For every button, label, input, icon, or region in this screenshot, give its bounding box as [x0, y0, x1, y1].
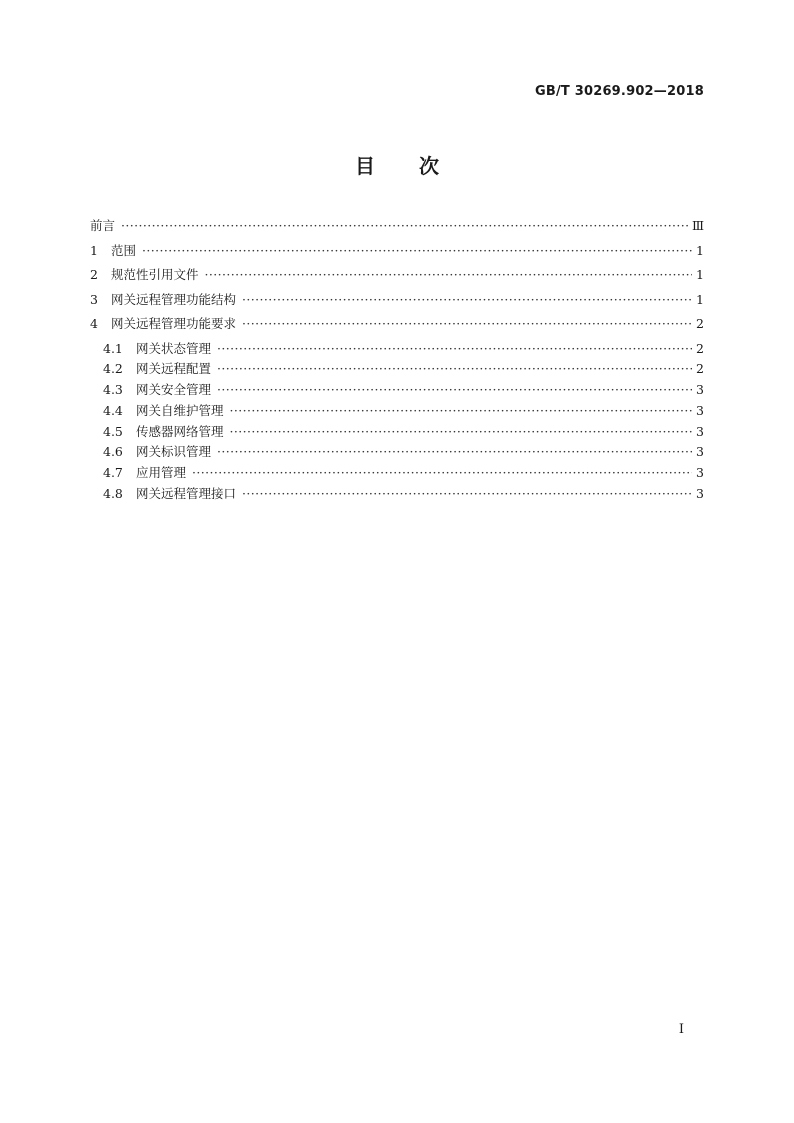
toc-entry-page: Ⅲ: [691, 218, 704, 233]
toc-title: [0, 150, 794, 179]
toc-entry-number: 1: [90, 242, 98, 258]
toc-entry-label: 范围: [111, 242, 137, 258]
toc-entry-page: 3: [696, 465, 704, 481]
toc-leader-dots: [192, 465, 692, 480]
toc-entry-number: 4.5: [103, 423, 123, 439]
toc-entry-3[interactable]: [90, 290, 704, 315]
toc-entry-page: 3: [696, 486, 704, 502]
toc-entry-4-4[interactable]: [90, 401, 704, 422]
toc-entry-label: 网关远程配置: [136, 361, 212, 377]
toc-entry-page: 1: [696, 291, 704, 307]
toc-entry-label: 应用管理: [136, 465, 187, 481]
toc-entry-number: 4.6: [103, 444, 123, 460]
toc-entry-number: 4.3: [103, 382, 123, 398]
toc-entry-page: 3: [696, 402, 704, 418]
toc-entry-label: 网关远程管理功能要求: [111, 316, 237, 331]
toc-entry-4-5[interactable]: [90, 422, 704, 443]
toc-entry-label: 网关标识管理: [136, 444, 212, 460]
toc-leader-dots: [217, 341, 692, 356]
standard-number: GB/T 30269.902—2018: [534, 84, 704, 99]
toc-entry-4-8[interactable]: [90, 484, 704, 505]
toc-title-char-1: 目: [355, 154, 375, 178]
toc-leader-dots: [242, 486, 692, 501]
toc-leader-dots: [217, 382, 692, 397]
toc-leader-dots: [205, 267, 692, 282]
toc-entry-label: 网关自维护管理: [136, 402, 224, 418]
toc-entry-label: 网关状态管理: [136, 340, 212, 356]
toc-entry-page: 2: [696, 316, 704, 331]
toc-entry-number: 3: [90, 291, 98, 307]
toc-entry-page: 3: [696, 423, 704, 439]
table-of-contents: [90, 216, 704, 505]
toc-entry-number: 4.2: [103, 361, 123, 377]
toc-leader-dots: [242, 316, 692, 331]
toc-entry-number: 4.1: [103, 340, 123, 356]
toc-leader-dots: [217, 444, 692, 459]
page-number: I: [678, 1022, 684, 1037]
toc-entry-4[interactable]: [90, 314, 704, 339]
toc-entry-number: 4.7: [103, 465, 123, 481]
toc-leader-dots: [142, 243, 692, 258]
toc-entry-4-1[interactable]: [90, 339, 704, 360]
toc-entry-number: 4: [90, 316, 98, 331]
toc-entry-page: 2: [696, 361, 704, 377]
toc-entry-page: 1: [696, 267, 704, 282]
toc-entry-label: 规范性引用文件: [111, 267, 199, 282]
toc-title-char-2: 次: [419, 154, 439, 178]
toc-entry-4-7[interactable]: [90, 463, 704, 484]
toc-entry-label: 传感器网络管理: [136, 423, 224, 439]
toc-entry-label: 网关远程管理接口: [136, 486, 237, 502]
toc-entry-4-6[interactable]: [90, 442, 704, 463]
toc-entry-2[interactable]: [90, 265, 704, 290]
toc-entry-4-2[interactable]: [90, 359, 704, 380]
toc-leader-dots: [242, 292, 692, 307]
toc-entry-number: 2: [90, 267, 98, 282]
toc-leader-dots: [230, 424, 692, 439]
toc-leader-dots: [121, 218, 688, 233]
toc-entry-1[interactable]: [90, 241, 704, 266]
toc-leader-dots: [230, 403, 692, 418]
toc-entry-foreword[interactable]: [90, 216, 704, 241]
toc-entry-label: 前言: [90, 218, 116, 233]
toc-entry-page: 1: [696, 242, 704, 258]
toc-entry-number: 4.4: [103, 402, 123, 418]
toc-entry-4-3[interactable]: [90, 380, 704, 401]
toc-entry-label: 网关安全管理: [136, 382, 212, 398]
toc-entry-page: 3: [696, 382, 704, 398]
toc-entry-page: 2: [696, 340, 704, 356]
toc-entry-label: 网关远程管理功能结构: [111, 291, 237, 307]
toc-entry-number: 4.8: [103, 486, 123, 502]
toc-leader-dots: [217, 361, 692, 376]
toc-entry-page: 3: [696, 444, 704, 460]
